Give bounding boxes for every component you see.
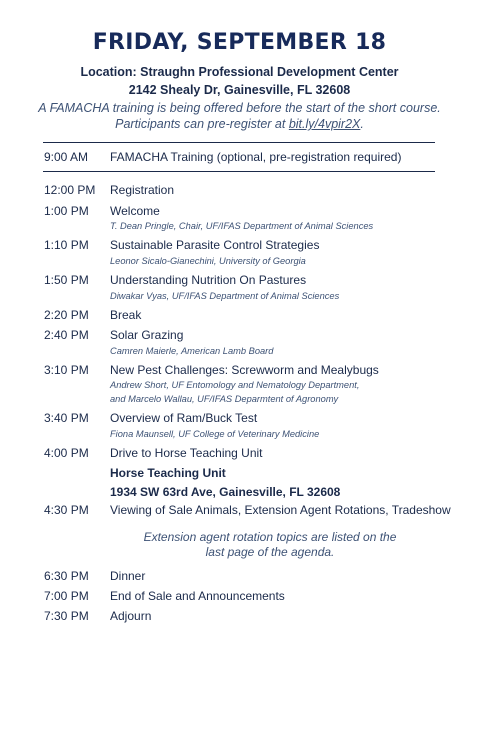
extension-note-line1: Extension agent rotation topics are listed on the (143, 530, 397, 544)
schedule-speaker: Diwakar Vyas, UF/IFAS Department of Animal Sciences (110, 291, 340, 301)
schedule-speaker: Fiona Maunsell, UF College of Veterinary Medicine (110, 429, 320, 439)
schedule-time: 7:00 PM (44, 589, 89, 603)
schedule-time: 2:40 PM (44, 328, 89, 342)
schedule-time: 12:00 PM (44, 183, 96, 197)
famacha-event: FAMACHA Training (optional, pre-registration required) (110, 150, 402, 164)
divider-top (43, 142, 435, 143)
viewing-time: 4:30 PM (44, 503, 89, 517)
schedule-event: Overview of Ram/Buck Test (110, 411, 258, 425)
famacha-note: A FAMACHA training is being offered before the start of the short course. (38, 101, 441, 115)
schedule-speaker: Andrew Short, UF Entomology and Nematology Department, (110, 380, 360, 390)
schedule-event: Dinner (110, 569, 146, 583)
horse-unit-address: 1934 SW 63rd Ave, Gainesville, FL 32608 (110, 485, 341, 499)
horse-unit-name: Horse Teaching Unit (110, 466, 226, 480)
schedule-event: Welcome (110, 204, 160, 218)
schedule-event: Break (110, 308, 142, 322)
schedule-time: 1:50 PM (44, 273, 89, 287)
schedule-event: End of Sale and Announcements (110, 589, 285, 603)
schedule-time: 7:30 PM (44, 609, 89, 623)
famacha-register-note (0, 117, 479, 131)
schedule-time: 6:30 PM (44, 569, 89, 583)
extension-note-line2: last page of the agenda. (205, 545, 335, 559)
schedule-speaker: Camren Maierle, American Lamb Board (110, 346, 274, 356)
schedule-time: 3:10 PM (44, 363, 89, 377)
schedule-event: Sustainable Parasite Control Strategies (110, 238, 320, 252)
schedule-speaker: T. Dean Pringle, Chair, UF/IFAS Department of Animal Sciences (110, 221, 374, 231)
famacha-register-suffix: . (360, 117, 364, 131)
schedule-event: Understanding Nutrition On Pastures (110, 273, 307, 287)
registration-link[interactable]: bit.ly/4vpir2X (288, 117, 361, 131)
page-title: FRIDAY, SEPTEMBER 18 (92, 30, 387, 55)
location-name: Location: Straughn Professional Development Center (80, 65, 399, 79)
viewing-event: Viewing of Sale Animals, Extension Agent Rotations, Tradeshow (110, 503, 451, 517)
schedule-speaker: and Marcelo Wallau, UF/IFAS Deparmtent of Agronomy (110, 394, 339, 404)
famacha-register-prefix: Participants can pre-register at (115, 117, 289, 131)
schedule-time: 1:00 PM (44, 204, 89, 218)
famacha-time: 9:00 AM (44, 150, 89, 164)
schedule-event: New Pest Challenges: Screwworm and Mealybugs (110, 363, 379, 377)
schedule-time: 4:00 PM (44, 446, 89, 460)
schedule-speaker: Leonor Sicalo-Gianechini, University of Georgia (110, 256, 306, 266)
location-address: 2142 Shealy Dr, Gainesville, FL 32608 (128, 83, 351, 97)
schedule-event: Solar Grazing (110, 328, 184, 342)
schedule-time: 1:10 PM (44, 238, 89, 252)
schedule-event: Drive to Horse Teaching Unit (110, 446, 263, 460)
schedule-time: 3:40 PM (44, 411, 89, 425)
schedule-event: Registration (110, 183, 175, 197)
schedule-event: Adjourn (110, 609, 152, 623)
extension-note (110, 530, 430, 560)
divider-bottom (43, 171, 435, 172)
schedule-time: 2:20 PM (44, 308, 89, 322)
